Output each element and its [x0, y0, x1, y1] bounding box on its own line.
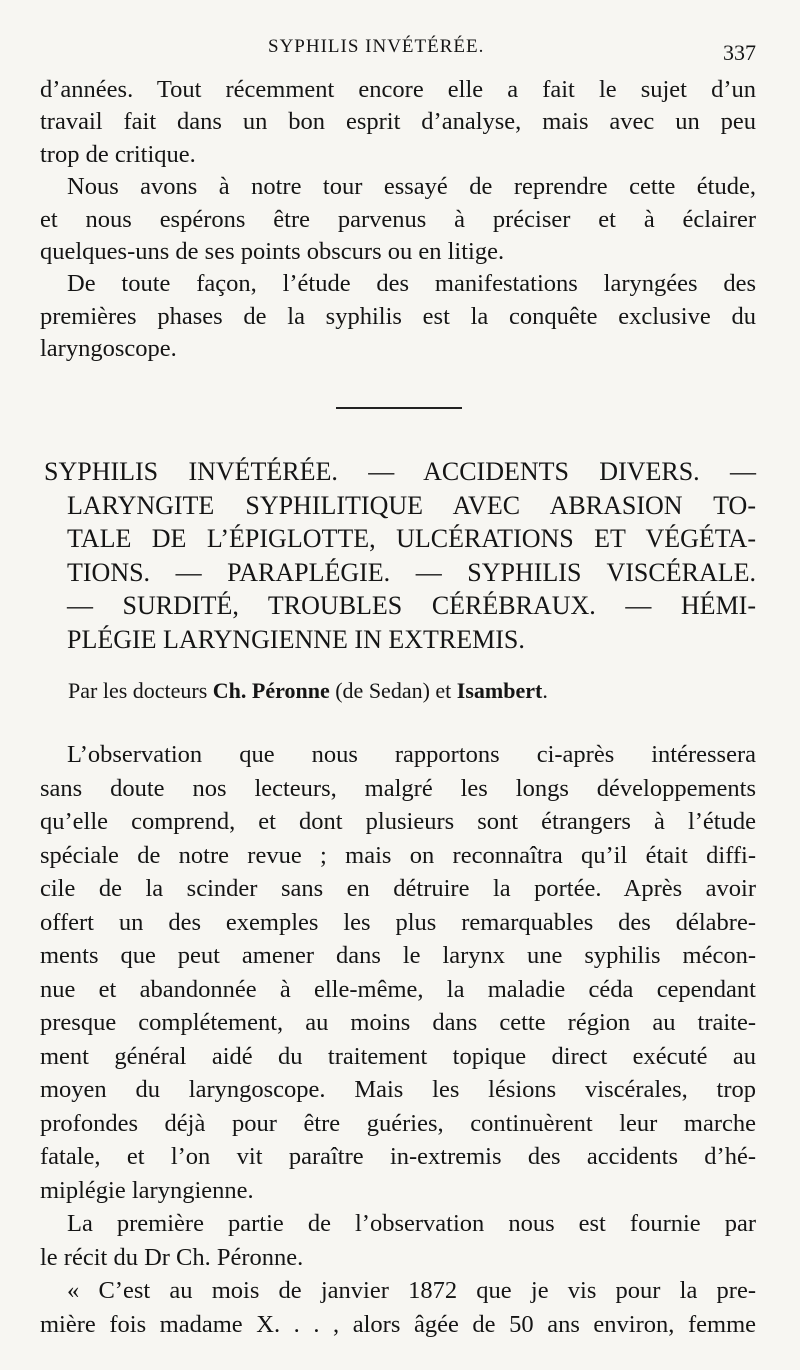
text-line: cile de la scinder sans en détruire la portée. Après avoir — [40, 875, 756, 902]
section-title-line: SYPHILIS INVÉTÉRÉE. — ACCIDENTS DIVERS. — — [44, 457, 756, 486]
text-line: fatale, et l’on vit paraître in-extremis des accidents d’hé- — [40, 1143, 756, 1170]
section-title-line: PLÉGIE LARYNGIENNE IN EXTREMIS. — [67, 624, 525, 654]
page-number: 337 — [723, 40, 756, 65]
text-line: et nous espérons être parvenus à préciser et à éclairer — [40, 205, 756, 233]
text-line: ment général aidé du traitement topique direct exécuté au — [40, 1042, 756, 1070]
author-name: Isambert — [456, 678, 543, 703]
section-title — [40, 455, 756, 657]
byline-suffix: . — [542, 678, 548, 703]
text-line: Nous avons à notre tour essayé de reprendre cette étude, — [67, 173, 756, 201]
text-line: qu’elle comprend, et dont plusieurs sont étrangers à l’étude — [40, 808, 756, 835]
running-header: SYPHILIS INVÉTÉRÉE. — [268, 36, 485, 57]
text-line: premières phases de la syphilis est la conquête exclusive du — [40, 302, 756, 330]
text-line: nue et abandonnée à elle-même, la maladie céda cependant — [40, 975, 756, 1003]
section-title-line: LARYNGITE SYPHILITIQUE AVEC ABRASION TO- — [67, 490, 756, 520]
text-line: ments que peut amener dans le larynx une syphilis mécon- — [40, 942, 756, 969]
text-line: profondes déjà pour être guéries, continuèrent leur marche — [40, 1109, 756, 1137]
text-line: presque complétement, au moins dans cette région au traite- — [40, 1009, 756, 1036]
text-line: mière fois madame X. . . , alors âgée de 50 ans environ, femme — [40, 1310, 756, 1338]
author-name: Ch. Péronne — [212, 678, 330, 703]
text-line: La première partie de l’observation nous est fournie par — [67, 1210, 756, 1237]
section-title-line: TIONS. — PARAPLÉGIE. — SYPHILIS VISCÉRALE. — [67, 557, 756, 587]
text-line: sans doute nos lecteurs, malgré les longs développements — [40, 774, 756, 802]
byline-prefix: Par les docteurs — [68, 678, 208, 703]
text-line: spéciale de notre revue ; mais on reconnaîtra qu’il était diffi- — [40, 841, 756, 869]
section-divider — [336, 407, 462, 409]
text-line: laryngoscope. — [40, 335, 177, 363]
text-line: moyen du laryngoscope. Mais les lésions viscérales, trop — [40, 1076, 756, 1103]
author-byline — [68, 678, 548, 704]
section-title-line: TALE DE L’ÉPIGLOTTE, ULCÉRATIONS ET VÉGÉTA- — [67, 524, 756, 554]
section-title-line: — SURDITÉ, TROUBLES CÉRÉBRAUX. — HÉMI- — [67, 591, 756, 621]
text-line: miplégie laryngienne. — [40, 1176, 254, 1204]
text-line: d’années. Tout récemment encore elle a fait le sujet d’un — [40, 76, 756, 103]
text-line: L’observation que nous rapportons ci-après intéressera — [67, 741, 756, 768]
text-line: De toute façon, l’étude des manifestations laryngées des — [67, 270, 756, 298]
text-line: quelques-uns de ses points obscurs ou en litige. — [40, 237, 505, 265]
text-line: le récit du Dr Ch. Péronne. — [40, 1243, 304, 1271]
body-paragraphs — [40, 738, 756, 1341]
byline-middle: (de Sedan) et — [335, 678, 452, 703]
text-line: trop de critique. — [40, 140, 196, 168]
text-line: « C’est au mois de janvier 1872 que je vis pour la pre- — [67, 1277, 756, 1304]
text-line: travail fait dans un bon esprit d’analyse, mais avec un peu — [40, 108, 756, 136]
text-line: offert un des exemples les plus remarquables des délabre- — [40, 908, 756, 936]
intro-paragraphs — [40, 74, 756, 366]
